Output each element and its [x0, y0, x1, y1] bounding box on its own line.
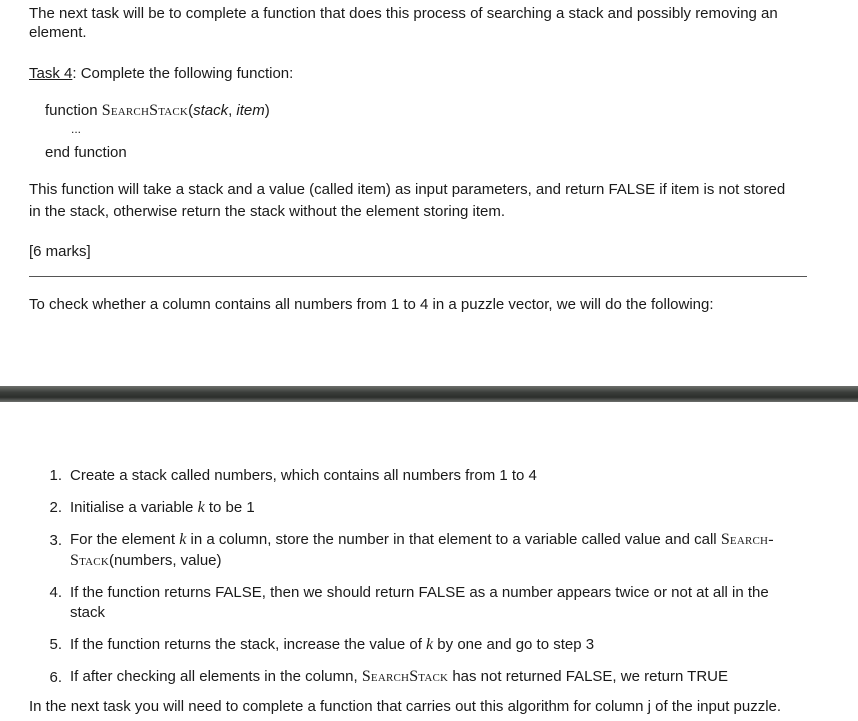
function-body-ellipsis: ... [71, 122, 82, 136]
step-text-line-1 [70, 531, 774, 549]
step-text-line-2 [70, 552, 222, 570]
step-number: 1. [49, 467, 62, 484]
step-text-part: For the element [70, 531, 180, 548]
step-number: 4. [49, 584, 62, 601]
task-marks: [6 marks] [29, 243, 91, 260]
close-paren: ) [264, 102, 270, 119]
task-description-line-1: This function will take a stack and a value (called item) as input parameters, and return FALSE if item is not stored [29, 181, 786, 198]
task-description-line-2: in the stack, otherwise return the stack without the element storing item. [29, 203, 506, 220]
step-text-part: by one and go to step 3 [433, 636, 595, 653]
param-item: item [236, 102, 265, 119]
step-text-part: If the function returns the stack, increase the value of [70, 636, 427, 653]
function-name: SearchStack [101, 102, 189, 119]
step-text-part: to be 1 [204, 499, 255, 516]
variable-k: k [179, 531, 187, 548]
step-text-part: Initialise a variable [70, 499, 198, 516]
function-ref: SearchStack [361, 668, 449, 685]
task-label: Task 4 [29, 65, 73, 82]
function-ref: Stack [70, 552, 109, 569]
param-stack: stack [193, 102, 229, 119]
function-ref: Search- [720, 531, 774, 548]
section-rule [29, 276, 807, 277]
intro-line-2: element. [29, 24, 87, 41]
variable-k: k [197, 499, 205, 516]
step-text-part: (numbers, value) [108, 552, 222, 569]
closing-paragraph: In the next task you will need to complete a function that carries out this algorithm for column j of the input puzzle. [29, 698, 782, 715]
task-heading-text: : Complete the following function: [72, 65, 294, 82]
step-text [70, 499, 255, 517]
param-comma: , [228, 102, 237, 119]
step-text-line-2: stack [70, 604, 106, 621]
task-heading [29, 65, 293, 82]
step-text: Create a stack called numbers, which contains all numbers from 1 to 4 [70, 467, 537, 484]
function-signature [45, 102, 270, 120]
step-text [70, 668, 728, 686]
intro-line-1: The next task will be to complete a function that does this process of searching a stack and possibly removing an [29, 5, 778, 22]
step-number: 2. [49, 499, 62, 516]
step-number: 5. [49, 636, 62, 653]
step-number: 6. [49, 669, 62, 686]
step-text-part: If after checking all elements in the column, [70, 668, 362, 685]
step-text [70, 636, 594, 654]
variable-k: k [426, 636, 434, 653]
step-number: 3. [49, 532, 62, 549]
check-intro: To check whether a column contains all numbers from 1 to 4 in a puzzle vector, we will do the following: [29, 296, 714, 313]
function-end: end function [45, 144, 127, 161]
step-text-line-1: If the function returns FALSE, then we should return FALSE as a number appears twice or not at all in the [70, 584, 769, 601]
step-text-part: has not returned FALSE, we return TRUE [448, 668, 729, 685]
page-break-divider [0, 386, 858, 402]
step-text-part: in a column, store the number in that element to a variable called value and call [186, 531, 721, 548]
function-keyword: function [45, 102, 102, 119]
open-paren: ( [188, 102, 194, 119]
